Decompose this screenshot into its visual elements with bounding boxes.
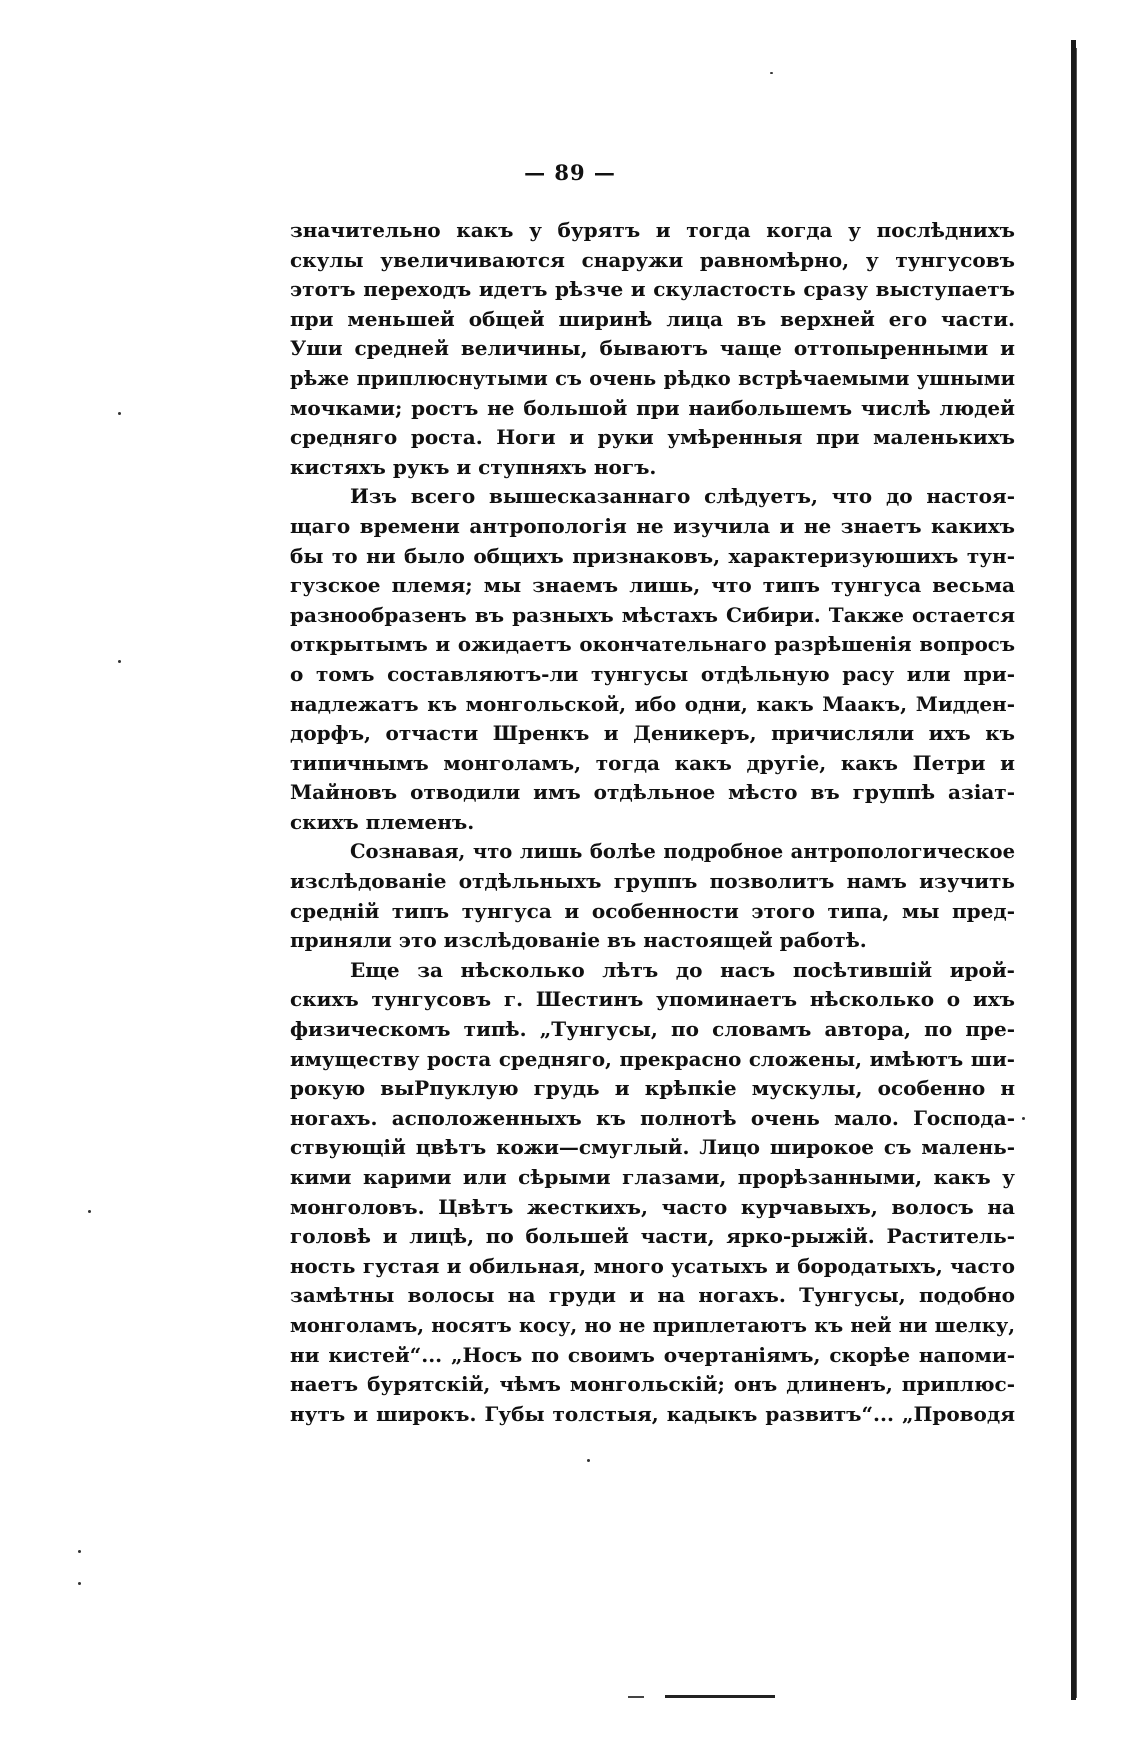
scan-speck [770,72,773,74]
page-edge-line [1076,48,1077,1698]
text-line: средній типъ тунгуса и особенности этого типа, мы пред- [290,898,1015,923]
text-line: головѣ и лицѣ, по большей части, ярко-рыжій. Раститель- [290,1224,1015,1249]
text-line: надлежатъ къ монгольской, ибо одни, какъ Маакъ, Мидден- [290,691,1015,716]
text-line: скихъ племенъ. [290,809,475,834]
text-line: дорфъ, отчасти Шренкъ и Деникеръ, причисляли ихъ къ [290,721,1015,746]
text-line: имуществу роста средняго, прекрасно сложены, имѣютъ ши- [290,1046,1015,1071]
scan-speck [118,412,121,415]
text-line: средняго роста. Ноги и руки умѣренныя при маленькихъ [290,425,1015,450]
text-line: рѣже приплюснутыми съ очень рѣдко встрѣчаемыми ушными [290,366,1015,390]
scan-mark [628,1696,644,1698]
text-line: значительно какъ у бурятъ и тогда когда у послѣднихъ [290,218,1015,242]
scan-speck [1022,1117,1025,1120]
text-line: кистяхъ рукъ и ступняхъ ногъ. [290,454,657,479]
text-line: Уши средней величины, бываютъ чаще оттопыренными и [290,336,1015,361]
text-line: этотъ переходъ идетъ рѣзче и скуластость сразу выступаетъ [290,277,1015,302]
text-line: Майновъ отводили имъ отдѣльное мѣсто въ группѣ азіат- [290,780,1015,805]
text-line: разнообразенъ въ разныхъ мѣстахъ Сибири. Также остается [290,602,1015,627]
text-line: ствующій цвѣтъ кожи—смуглый. Лицо широкое съ малень- [290,1135,1015,1160]
scan-speck [78,1550,81,1553]
text-line: изслѣдованіе отдѣльныхъ группъ позволитъ намъ изучить [290,869,1015,894]
text-line: нутъ и широкъ. Губы толстыя, кадыкъ развитъ“... „Проводя [290,1401,1015,1426]
text-line: открытымъ и ожидаетъ окончательнаго разрѣшенія вопросъ [290,632,1015,657]
body-text [290,216,1015,1429]
text-line: рокую выРпуклую грудь и крѣпкіе мускулы, особенно н [290,1076,1015,1101]
text-line: физическомъ типѣ. „Тунгусы, по словамъ автора, по пре- [290,1017,1015,1042]
text-line: щаго времени антропологія не изучила и не знаетъ какихъ [290,513,1015,538]
text-line: гузское племя; мы знаемъ лишь, что типъ тунгуса весьма [290,573,1015,598]
scan-mark [665,1695,775,1698]
text-line: типичнымъ монголамъ, тогда какъ другіе, какъ Петри и [290,750,1015,775]
text-line: при меньшей общей ширинѣ лица въ верхней его части. [290,306,1015,331]
text-line: монголамъ, носятъ косу, но не приплетаютъ къ ней ни шелку, [290,1313,1015,1337]
text-line: кими карими или сѣрыми глазами, прорѣзанными, какъ у [290,1165,1015,1189]
text-line: ность густая и обильная, много усатыхъ и бородатыхъ, часто [290,1253,1015,1278]
text-line: ногахъ. асположенныхъ къ полнотѣ очень мало. Господа- [290,1105,1015,1130]
scan-speck [88,1210,91,1213]
text-line: мочками; ростъ не большой при наибольшемъ числѣ людей [290,395,1015,420]
text-line: Изъ всего вышесказаннаго слѣдуетъ, что до настоя- [350,484,1015,509]
text-line: Еще за нѣсколько лѣтъ до насъ посѣтившій ирой- [350,957,1015,982]
text-line: о томъ составляютъ-ли тунгусы отдѣльную расу или при- [290,661,1015,686]
text-line: скихъ тунгусовъ г. Шестинъ упоминаетъ нѣсколько о ихъ [290,987,1015,1012]
text-line: монголовъ. Цвѣтъ жесткихъ, часто курчавыхъ, волосъ на [290,1194,1015,1219]
text-line: замѣтны волосы на груди и на ногахъ. Тунгусы, подобно [290,1283,1015,1308]
page-number: — 89 — [524,160,616,185]
text-line: бы то ни было общихъ признаковъ, характеризуюшихъ тун- [290,543,1015,568]
scan-speck [587,1459,590,1462]
scan-speck [118,660,121,663]
text-line: скулы увеличиваются снаружи равномѣрно, у тунгусовъ [290,247,1015,272]
text-line: приняли это изслѣдованіе въ настоящей работѣ. [290,928,867,953]
text-line: Сознавая, что лишь болѣе подробное антропологическое [350,840,1015,864]
text-line: наетъ бурятскій, чѣмъ монгольскій; онъ длиненъ, приплюс- [290,1372,1015,1397]
scan-speck [78,1582,81,1585]
text-line: ни кистей“... „Носъ по своимъ очертаніямъ, скорѣе напоми- [290,1342,1015,1367]
